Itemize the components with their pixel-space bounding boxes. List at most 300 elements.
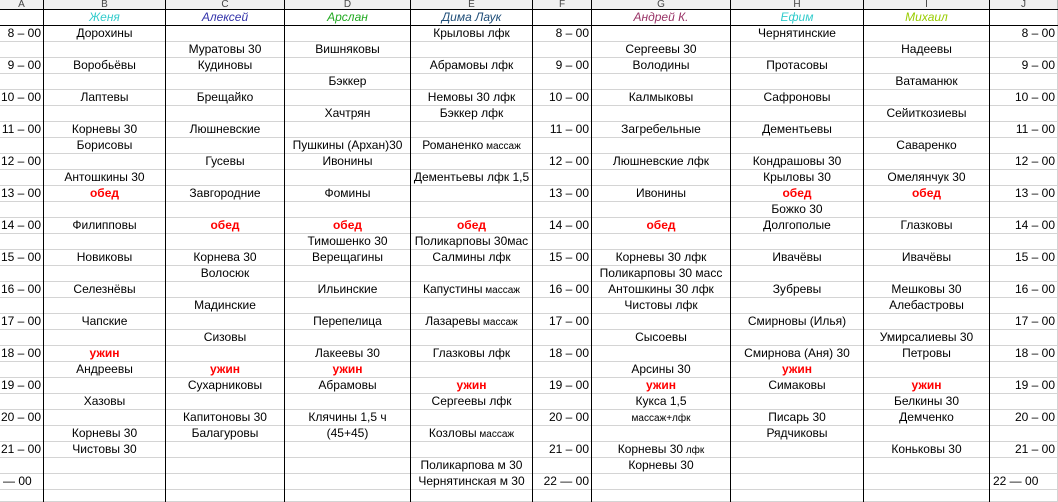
cell-r9-c9[interactable] [990,138,1058,154]
cell-r13-c4[interactable] [411,202,533,218]
meal-break-cell[interactable] [864,186,990,202]
cell-r20-c2[interactable] [166,314,285,330]
time-label[interactable]: 18 – 00 [0,346,44,362]
cell-r13-c3[interactable] [285,202,411,218]
meal-break-cell[interactable] [411,218,533,234]
time-label[interactable]: 20 – 00 [0,410,44,426]
time-label[interactable]: 22 — 00 [533,474,592,490]
time-label[interactable]: 11 – 00 [0,122,44,138]
time-label[interactable]: 16 – 00 [533,282,592,298]
cell-r26-c4[interactable] [411,410,533,426]
time-label[interactable]: 19 – 00 [0,378,44,394]
appointment-cell[interactable] [285,282,411,298]
cell-r27-c6[interactable] [592,426,731,442]
cell-r31-c5[interactable] [533,490,592,502]
appointment-cell[interactable] [731,170,864,186]
time-label[interactable]: 14 – 00 [990,218,1058,234]
appointment-cell[interactable] [44,426,166,442]
cell-r31-c0[interactable] [0,490,44,502]
column-header-J[interactable]: J [990,0,1058,10]
appointment-cell[interactable] [44,314,166,330]
cell-r11-c3[interactable] [285,170,411,186]
appointment-cell[interactable] [864,394,990,410]
meal-break-cell[interactable] [864,378,990,394]
time-label[interactable]: 9 – 00 [0,58,44,74]
cell-r13-c0[interactable] [0,202,44,218]
appointment-cell[interactable] [285,250,411,266]
cell-r3-c9[interactable] [990,42,1058,58]
cell-r5-c6[interactable] [592,74,731,90]
time-label[interactable]: 9 – 00 [533,58,592,74]
cell-r19-c0[interactable] [0,298,44,314]
appointment-cell[interactable] [411,58,533,74]
cell-r9-c0[interactable] [0,138,44,154]
time-label[interactable]: 13 – 00 [990,186,1058,202]
appointment-cell[interactable] [864,298,990,314]
appointment-cell[interactable] [285,138,411,154]
cell-r3-c7[interactable] [731,42,864,58]
time-label[interactable]: 14 – 00 [0,218,44,234]
cell-r13-c9[interactable] [990,202,1058,218]
cell-r7-c1[interactable] [44,106,166,122]
cell-r28-c2[interactable] [166,442,285,458]
cell-r9-c7[interactable] [731,138,864,154]
appointment-cell[interactable] [44,170,166,186]
appointment-cell[interactable] [731,154,864,170]
appointment-cell[interactable] [731,250,864,266]
time-label[interactable]: 20 – 00 [533,410,592,426]
cell-r31-c3[interactable] [285,490,411,502]
cell-r15-c7[interactable] [731,234,864,250]
cell-r25-c5[interactable] [533,394,592,410]
appointment-cell[interactable] [285,42,411,58]
column-header-B[interactable]: B [44,0,166,10]
cell-r7-c2[interactable] [166,106,285,122]
meal-break-cell[interactable] [592,218,731,234]
appointment-cell[interactable] [285,314,411,330]
appointment-cell[interactable] [44,58,166,74]
appointment-cell[interactable] [285,410,411,426]
appointment-cell[interactable] [864,74,990,90]
cell-r21-c4[interactable] [411,330,533,346]
appointment-cell[interactable] [864,42,990,58]
cell-r11-c9[interactable] [990,170,1058,186]
appointment-cell[interactable] [411,170,533,186]
appointment-cell[interactable] [592,282,731,298]
cell-r9-c5[interactable] [533,138,592,154]
cell-r11-c0[interactable] [0,170,44,186]
cell-r17-c0[interactable] [0,266,44,282]
appointment-cell[interactable] [166,426,285,442]
cell-r21-c3[interactable] [285,330,411,346]
appointment-cell[interactable] [592,42,731,58]
appointment-cell[interactable] [411,426,533,442]
cell-r25-c0[interactable] [0,394,44,410]
cell-r17-c7[interactable] [731,266,864,282]
appointment-cell[interactable] [864,346,990,362]
appointment-cell[interactable] [44,26,166,42]
cell-r25-c7[interactable] [731,394,864,410]
cell-r5-c7[interactable] [731,74,864,90]
appointment-cell[interactable] [592,298,731,314]
time-label[interactable]: 13 – 00 [533,186,592,202]
appointment-cell[interactable] [731,26,864,42]
cell-r10-c1[interactable] [44,154,166,170]
cell-r23-c8[interactable] [864,362,990,378]
staff-name-1[interactable] [166,10,285,26]
time-label[interactable]: 19 – 00 [533,378,592,394]
appointment-cell[interactable] [592,458,731,474]
cell-r15-c0[interactable] [0,234,44,250]
meal-break-cell[interactable] [166,362,285,378]
cell-r19-c4[interactable] [411,298,533,314]
cell-r15-c1[interactable] [44,234,166,250]
appointment-cell[interactable] [44,122,166,138]
time-label[interactable]: 8 – 00 [990,26,1058,42]
cell-r31-c9[interactable] [990,490,1058,502]
appointment-cell[interactable] [731,58,864,74]
time-label[interactable]: 16 – 00 [0,282,44,298]
column-header-F[interactable]: F [533,0,592,10]
appointment-cell[interactable] [592,442,731,458]
cell-r28-c3[interactable] [285,442,411,458]
cell-r17-c4[interactable] [411,266,533,282]
cell-r24-c1[interactable] [44,378,166,394]
cell-r25-c3[interactable] [285,394,411,410]
cell-r8-c3[interactable] [285,122,411,138]
time-label[interactable]: 9 – 00 [990,58,1058,74]
cell-r5-c0[interactable] [0,74,44,90]
cell-r30-c6[interactable] [592,474,731,490]
time-label[interactable]: 12 – 00 [0,154,44,170]
cell-r20-c6[interactable] [592,314,731,330]
meal-break-cell[interactable] [731,362,864,378]
cell-r30-c3[interactable] [285,474,411,490]
cell-r13-c2[interactable] [166,202,285,218]
time-label[interactable]: 15 – 00 [0,250,44,266]
cell-r17-c9[interactable] [990,266,1058,282]
column-header-H[interactable]: H [731,0,864,10]
cell-r29-c8[interactable] [864,458,990,474]
cell-r31-c2[interactable] [166,490,285,502]
cell-r6-c3[interactable] [285,90,411,106]
time-label[interactable]: 10 – 00 [533,90,592,106]
appointment-cell[interactable] [864,218,990,234]
cell-r5-c2[interactable] [166,74,285,90]
cell-r17-c8[interactable] [864,266,990,282]
cell-r15-c8[interactable] [864,234,990,250]
cell-r2-c6[interactable] [592,26,731,42]
time-label[interactable]: 20 – 00 [990,410,1058,426]
cell-r1-c9[interactable] [990,10,1058,26]
meal-break-cell[interactable] [592,378,731,394]
appointment-cell[interactable] [864,250,990,266]
cell-r13-c8[interactable] [864,202,990,218]
cell-r29-c0[interactable] [0,458,44,474]
appointment-cell[interactable] [592,154,731,170]
cell-r29-c9[interactable] [990,458,1058,474]
time-label[interactable]: 21 – 00 [990,442,1058,458]
cell-r7-c9[interactable] [990,106,1058,122]
appointment-cell[interactable] [44,90,166,106]
time-label[interactable]: 8 – 00 [533,26,592,42]
appointment-cell[interactable] [166,154,285,170]
appointment-cell[interactable] [285,186,411,202]
cell-r5-c4[interactable] [411,74,533,90]
cell-r7-c0[interactable] [0,106,44,122]
appointment-cell[interactable] [44,282,166,298]
appointment-cell[interactable] [411,90,533,106]
appointment-cell[interactable] [285,106,411,122]
appointment-cell[interactable] [285,234,411,250]
time-label[interactable]: 10 – 00 [0,90,44,106]
appointment-cell[interactable] [592,410,731,426]
time-label[interactable]: 14 – 00 [533,218,592,234]
cell-r17-c3[interactable] [285,266,411,282]
column-header-E[interactable]: E [411,0,533,10]
cell-r3-c5[interactable] [533,42,592,58]
cell-r23-c9[interactable] [990,362,1058,378]
time-label[interactable]: 12 – 00 [990,154,1058,170]
appointment-cell[interactable] [166,186,285,202]
time-label[interactable]: 17 – 00 [0,314,44,330]
staff-name-5[interactable] [731,10,864,26]
appointment-cell[interactable] [592,394,731,410]
cell-r4-c8[interactable] [864,58,990,74]
appointment-cell[interactable] [44,250,166,266]
cell-r25-c9[interactable] [990,394,1058,410]
appointment-cell[interactable] [592,90,731,106]
time-label[interactable]: 15 – 00 [533,250,592,266]
cell-r15-c6[interactable] [592,234,731,250]
appointment-cell[interactable] [411,346,533,362]
cell-r7-c6[interactable] [592,106,731,122]
cell-r19-c9[interactable] [990,298,1058,314]
appointment-cell[interactable] [166,122,285,138]
column-header-D[interactable]: D [285,0,411,10]
appointment-cell[interactable] [411,474,533,490]
cell-r19-c3[interactable] [285,298,411,314]
cell-r11-c5[interactable] [533,170,592,186]
cell-r5-c9[interactable] [990,74,1058,90]
cell-r21-c7[interactable] [731,330,864,346]
cell-r25-c2[interactable] [166,394,285,410]
cell-r13-c5[interactable] [533,202,592,218]
staff-name-0[interactable] [44,10,166,26]
appointment-cell[interactable] [864,138,990,154]
time-label[interactable]: 16 – 00 [990,282,1058,298]
appointment-cell[interactable] [731,314,864,330]
cell-r15-c9[interactable] [990,234,1058,250]
time-label[interactable]: 18 – 00 [990,346,1058,362]
appointment-cell[interactable] [44,218,166,234]
cell-r29-c2[interactable] [166,458,285,474]
cell-r31-c7[interactable] [731,490,864,502]
appointment-cell[interactable] [285,154,411,170]
cell-r13-c1[interactable] [44,202,166,218]
cell-r13-c6[interactable] [592,202,731,218]
staff-name-3[interactable] [411,10,533,26]
appointment-cell[interactable] [44,138,166,154]
appointment-cell[interactable] [592,330,731,346]
cell-r28-c4[interactable] [411,442,533,458]
appointment-cell[interactable] [592,362,731,378]
cell-r18-c2[interactable] [166,282,285,298]
cell-r15-c5[interactable] [533,234,592,250]
cell-r11-c6[interactable] [592,170,731,186]
appointment-cell[interactable] [285,346,411,362]
cell-r7-c7[interactable] [731,106,864,122]
time-label[interactable]: 8 – 00 [0,26,44,42]
cell-r11-c2[interactable] [166,170,285,186]
appointment-cell[interactable] [285,74,411,90]
cell-r28-c7[interactable] [731,442,864,458]
cell-r1-c0[interactable] [0,10,44,26]
cell-r7-c5[interactable] [533,106,592,122]
appointment-cell[interactable] [411,26,533,42]
appointment-cell[interactable] [166,42,285,58]
column-header-I[interactable]: I [864,0,990,10]
appointment-cell[interactable] [592,58,731,74]
cell-r17-c1[interactable] [44,266,166,282]
time-label[interactable]: 18 – 00 [533,346,592,362]
appointment-cell[interactable] [411,458,533,474]
appointment-cell[interactable] [864,442,990,458]
cell-r2-c8[interactable] [864,26,990,42]
cell-r19-c5[interactable] [533,298,592,314]
cell-r29-c7[interactable] [731,458,864,474]
appointment-cell[interactable] [166,298,285,314]
staff-name-6[interactable] [864,10,990,26]
appointment-cell[interactable] [411,394,533,410]
appointment-cell[interactable] [731,218,864,234]
cell-r4-c3[interactable] [285,58,411,74]
appointment-cell[interactable] [731,90,864,106]
time-label[interactable]: 19 – 00 [990,378,1058,394]
appointment-cell[interactable] [592,266,731,282]
cell-r27-c5[interactable] [533,426,592,442]
appointment-cell[interactable] [166,266,285,282]
appointment-cell[interactable] [285,378,411,394]
cell-r31-c4[interactable] [411,490,533,502]
cell-r5-c5[interactable] [533,74,592,90]
time-label[interactable]: 21 – 00 [533,442,592,458]
staff-name-2[interactable] [285,10,411,26]
cell-r29-c1[interactable] [44,458,166,474]
time-label[interactable]: 17 – 00 [990,314,1058,330]
meal-break-cell[interactable] [285,218,411,234]
cell-r20-c8[interactable] [864,314,990,330]
cell-r1-c5[interactable] [533,10,592,26]
cell-r8-c8[interactable] [864,122,990,138]
appointment-cell[interactable] [44,362,166,378]
cell-r10-c4[interactable] [411,154,533,170]
staff-name-4[interactable] [592,10,731,26]
column-header-C[interactable]: C [166,0,285,10]
time-label[interactable]: 11 – 00 [533,122,592,138]
meal-break-cell[interactable] [731,186,864,202]
cell-r3-c1[interactable] [44,42,166,58]
column-header-A[interactable]: A [0,0,44,10]
cell-r9-c6[interactable] [592,138,731,154]
column-header-G[interactable]: G [592,0,731,10]
cell-r17-c5[interactable] [533,266,592,282]
appointment-cell[interactable] [166,410,285,426]
cell-r30-c2[interactable] [166,474,285,490]
appointment-cell[interactable] [731,426,864,442]
cell-r8-c4[interactable] [411,122,533,138]
cell-r29-c3[interactable] [285,458,411,474]
appointment-cell[interactable] [592,186,731,202]
appointment-cell[interactable] [592,122,731,138]
time-label[interactable]: 21 – 00 [0,442,44,458]
appointment-cell[interactable] [731,282,864,298]
appointment-cell[interactable] [44,394,166,410]
appointment-cell[interactable] [864,106,990,122]
meal-break-cell[interactable] [44,346,166,362]
appointment-cell[interactable] [411,234,533,250]
appointment-cell[interactable] [411,282,533,298]
meal-break-cell[interactable] [44,186,166,202]
cell-r27-c0[interactable] [0,426,44,442]
appointment-cell[interactable] [864,170,990,186]
appointment-cell[interactable] [731,410,864,426]
appointment-cell[interactable] [411,138,533,154]
cell-r30-c7[interactable] [731,474,864,490]
cell-r31-c1[interactable] [44,490,166,502]
cell-r3-c0[interactable] [0,42,44,58]
time-label[interactable]: 22 — 00 [990,474,1058,490]
cell-r6-c8[interactable] [864,90,990,106]
cell-r10-c8[interactable] [864,154,990,170]
cell-r23-c4[interactable] [411,362,533,378]
cell-r22-c2[interactable] [166,346,285,362]
appointment-cell[interactable] [166,90,285,106]
appointment-cell[interactable] [166,250,285,266]
time-label[interactable]: 13 – 00 [0,186,44,202]
appointment-cell[interactable] [411,250,533,266]
cell-r3-c4[interactable] [411,42,533,58]
appointment-cell[interactable] [166,330,285,346]
appointment-cell[interactable] [411,106,533,122]
cell-r30-c1[interactable] [44,474,166,490]
cell-r19-c1[interactable] [44,298,166,314]
time-label[interactable]: 11 – 00 [990,122,1058,138]
cell-r9-c2[interactable] [166,138,285,154]
meal-break-cell[interactable] [411,378,533,394]
appointment-cell[interactable] [864,330,990,346]
appointment-cell[interactable] [592,250,731,266]
meal-break-cell[interactable] [285,362,411,378]
appointment-cell[interactable] [731,202,864,218]
appointment-cell[interactable] [731,346,864,362]
cell-r29-c5[interactable] [533,458,592,474]
meal-break-cell[interactable] [166,218,285,234]
appointment-cell[interactable] [864,282,990,298]
cell-r2-c3[interactable] [285,26,411,42]
cell-r21-c5[interactable] [533,330,592,346]
time-label[interactable]: — 00 [0,474,44,490]
cell-r5-c1[interactable] [44,74,166,90]
appointment-cell[interactable] [864,410,990,426]
cell-r21-c1[interactable] [44,330,166,346]
time-label[interactable]: 12 – 00 [533,154,592,170]
time-label[interactable]: 10 – 00 [990,90,1058,106]
appointment-cell[interactable] [44,442,166,458]
appointment-cell[interactable] [166,58,285,74]
cell-r26-c1[interactable] [44,410,166,426]
appointment-cell[interactable] [731,378,864,394]
